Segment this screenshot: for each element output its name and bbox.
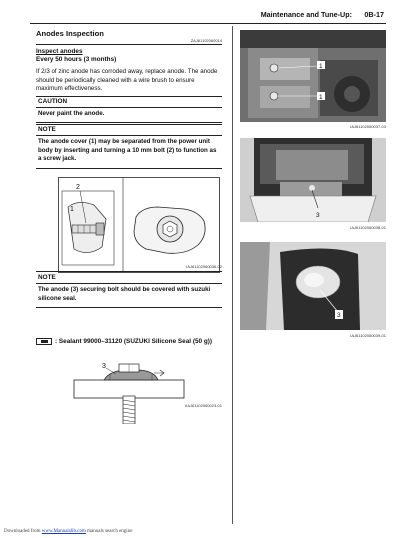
photo1-callout-b: 1 bbox=[319, 94, 323, 101]
section-code: ZAJ61102060014 bbox=[190, 38, 222, 43]
inspect-interval: Every 50 hours (3 months) bbox=[36, 56, 117, 63]
sealant-tube-icon bbox=[36, 338, 52, 345]
caution-text: Never paint the anode. bbox=[38, 110, 105, 117]
sealant-text: : Sealant 99000–31120 (SUZUKI Silicone Seal (50 g)) bbox=[55, 338, 212, 345]
photo1-callout-a: 1 bbox=[319, 63, 323, 70]
note2-label: NOTE bbox=[38, 274, 56, 281]
anode-cover-diagram bbox=[58, 177, 220, 273]
callout-2: 2 bbox=[76, 184, 80, 191]
figure1-code: IAJ61102060036-02 bbox=[186, 264, 222, 269]
caution-bottom-rule bbox=[36, 122, 222, 123]
section-title: Anodes Inspection bbox=[36, 29, 104, 38]
page-number: 0B-17 bbox=[364, 10, 384, 19]
note2-bottom-rule bbox=[36, 307, 222, 308]
footer-prefix: Downloaded from bbox=[4, 529, 41, 534]
note2-mid-rule bbox=[36, 283, 222, 284]
page-header bbox=[30, 6, 386, 24]
photo2-code: IAJ61102060038-01 bbox=[350, 225, 386, 230]
caution-top-rule bbox=[36, 96, 222, 97]
sealant-spec bbox=[36, 337, 222, 346]
header-title: Maintenance and Tune-Up: bbox=[260, 10, 352, 19]
inspect-paragraph: If 2/3 of zinc anode has corroded away, replace anode. The anode should be periodically cleaned with a wire brush to ensure maximum effectiveness. bbox=[36, 68, 218, 93]
download-footer bbox=[4, 529, 132, 534]
note1-label: NOTE bbox=[38, 126, 56, 133]
caution-mid-rule bbox=[36, 107, 222, 108]
callout-3: 3 bbox=[102, 363, 106, 370]
engine-photo-3 bbox=[240, 242, 386, 330]
engine-photo-2 bbox=[240, 138, 386, 222]
photo3-code: IAJ61102060039-01 bbox=[350, 333, 386, 338]
callout-1: 1 bbox=[70, 206, 74, 213]
photo3-callout: 3 bbox=[337, 312, 341, 319]
figure2-code: IIAJ61102060023-01 bbox=[185, 403, 222, 408]
caution-label: CAUTION bbox=[38, 98, 68, 105]
photo1-code: IAJ61102060037-03 bbox=[350, 124, 386, 129]
inspect-heading: Inspect anodes bbox=[36, 48, 83, 55]
note2-text: The anode (3) securing bolt should be covered with suzuki silicone seal. bbox=[38, 286, 211, 302]
anode-bolt-diagram bbox=[70, 362, 188, 424]
note1-top-rule bbox=[36, 124, 222, 125]
note1-text: The anode cover (1) may be separated from the power unit body by inserting and turning a 10 mm bolt (2) to function as a screw jack. bbox=[38, 138, 217, 163]
note2-top-rule bbox=[36, 271, 222, 272]
engine-photo-1 bbox=[240, 30, 386, 122]
note1-mid-rule bbox=[36, 135, 222, 136]
section-rule bbox=[36, 44, 222, 45]
footer-suffix: manuals search engine bbox=[85, 529, 133, 534]
photo2-callout: 3 bbox=[316, 212, 320, 219]
column-divider bbox=[232, 26, 233, 524]
manualslib-link[interactable]: www.Manualslib.com bbox=[41, 529, 86, 534]
note1-bottom-rule bbox=[36, 168, 222, 169]
